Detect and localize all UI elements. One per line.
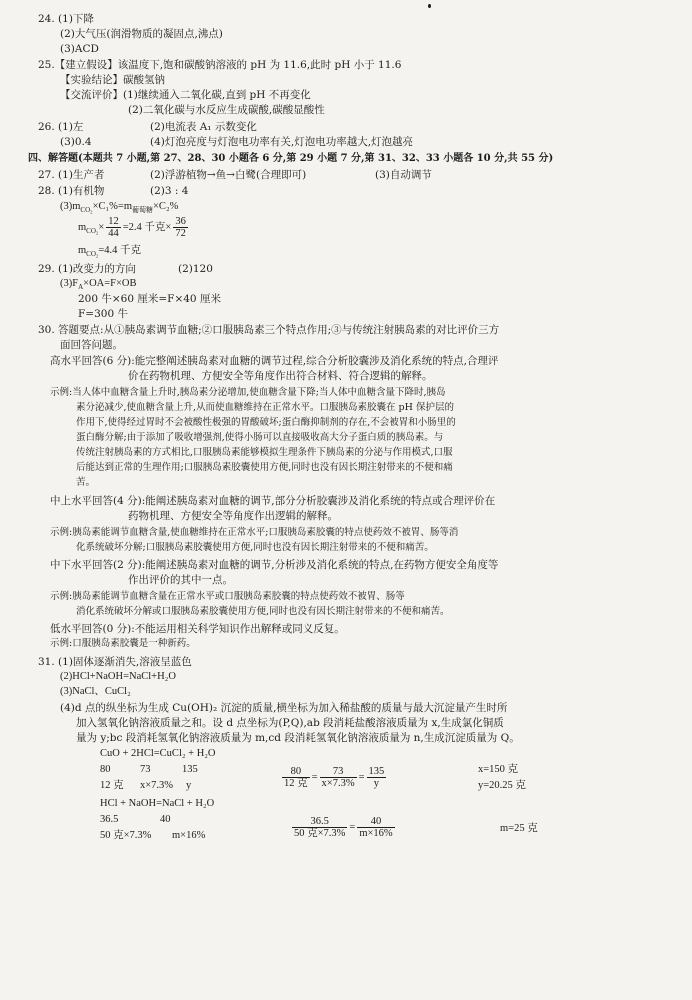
q28-line-2 bbox=[60, 200, 178, 217]
q28-l3-m: m bbox=[78, 222, 87, 233]
q31-row3-a: 36.5 bbox=[100, 814, 119, 825]
q30-example-4: 蛋白酶分解;由于添加了吸收增强剂,使得小肠可以直接吸收高大分子蛋白质的胰岛素。与 bbox=[76, 432, 444, 443]
q31-row4-b: m×16% bbox=[172, 830, 206, 841]
q31-row3-b: 40 bbox=[160, 814, 171, 825]
q29-f: (3)F bbox=[60, 278, 79, 289]
q30-mid-low-example-1: 示例:胰岛素能调节血糖含量在正常水平或口服胰岛素胶囊的特点使药效不被胃、肠等 bbox=[50, 591, 405, 602]
q26-line-2a: (3)0.4 bbox=[60, 136, 92, 148]
q28-l4-sub: CO₂ bbox=[86, 250, 99, 259]
q31-line-5: 加入氢氧化钠溶液质量之和。设 d 点坐标为(P,Q),ab 段消耗盐酸溶液质量为 x,生成氯化铜质 bbox=[76, 717, 504, 729]
q31-line-6: 量为 y;bc 段消耗氢氧化钠溶液质量为 m,cd 段消耗氢氧化钠溶液质量为 n,生成沉淀质量为 Q。 bbox=[76, 732, 520, 744]
q31-line-4: (4)d 点的纵坐标为生成 Cu(OH)₂ 沉淀的质量,横坐标为加入稀盐酸的质量与最大沉淀量产生时所 bbox=[60, 702, 508, 714]
q27-part-3: (3)自动调节 bbox=[375, 169, 432, 181]
q30-high-1: 高水平回答(6 分):能完整阐述胰岛素对血糖的调节过程,综合分析胶囊涉及消化系统的特点,合理评 bbox=[50, 355, 499, 367]
q28-l3-mid: =2.4 千克× bbox=[122, 222, 172, 233]
q31-row1-a: 80 bbox=[100, 764, 111, 775]
q31-answer-m: m=25 克 bbox=[500, 823, 538, 834]
q30-example-6: 后能达到正常的生理作用;口服胰岛素胶囊使用方便,同时也没有因长期注射带来的不便和痛 bbox=[76, 462, 453, 473]
q30-mid-high-example-2: 化系统破坏分解;口服胰岛素胶囊使用方便,同时也没有因长期注射带来的不便和痛苦。 bbox=[76, 542, 434, 553]
q28-fraction-36-72: $\frac{36}{72}$ bbox=[175, 216, 186, 240]
q30-mid-low-example-2: 消化系统破坏分解或口服胰岛素胶囊使用方便,同时也没有因长期注射带来的不便和痛苦。 bbox=[76, 606, 450, 617]
q30-mid-low-2: 作出评价的其中一点。 bbox=[128, 574, 233, 586]
q31-proportion-2: $\frac{36.5}{\text{50 克×7.3\%}}$ = $\frac{40}{m\times 16\%}$ bbox=[294, 816, 393, 840]
section-4-heading: 四、解答题(本题共 7 小题,第 27、28、30 小题各 6 分,第 29 小题 7 分,第 31、32、33 小题各 10 分,共 55 分) bbox=[28, 153, 554, 164]
q30-high-2: 价在药物机理、方便安全等角度作出符合材料、符合逻辑的解释。 bbox=[128, 370, 433, 382]
q31-equation-1: CuO + 2HCl=CuCl₂ + H₂O bbox=[100, 748, 216, 759]
ink-dot bbox=[428, 4, 431, 8]
q28-sub-co2: CO₂ bbox=[80, 206, 93, 215]
q28-line-1: 28. (1)有机物 bbox=[38, 185, 105, 197]
q28-mid: ×C₁%=m bbox=[92, 201, 133, 212]
q26-line-1a: 26. (1)左 bbox=[38, 121, 84, 133]
q27-part-1: 27. (1)生产者 bbox=[38, 169, 105, 181]
q30-line-1: 30. 答题要点:从①胰岛素调节血糖;②口服胰岛素三个特点作用;③与传统注射胰岛素的对比评价三方 bbox=[38, 324, 500, 336]
q24-line-3: (3)ACD bbox=[60, 43, 99, 55]
q31-row2-c: y bbox=[186, 780, 192, 791]
q31-proportion-1: $\frac{80}{\text{12 克}}$ = $\frac{73}{x\times 7.3\%}$ = $\frac{135}{y}$ bbox=[284, 766, 385, 790]
q28-sub-glucose: 葡萄糖 bbox=[132, 206, 154, 215]
q30-example-2: 素分泌减少,使血糖含量上升,从而使血糖维持在正常水平。口服胰岛素胶囊在 pH 保护层的 bbox=[76, 402, 454, 413]
q30-mid-high-2: 药物机理、方便安全等角度作出逻辑的解释。 bbox=[128, 510, 338, 522]
q24-line-2: (2)大气压(润滑物质的凝固点,沸点) bbox=[60, 28, 223, 40]
q30-low-1: 低水平回答(0 分):不能运用相关科学知识作出解释或同义反复。 bbox=[50, 623, 345, 635]
q29-sub-a: A bbox=[78, 283, 84, 292]
q31-fraction-73: $\frac{73}{x\times 7.3\%}$ bbox=[321, 766, 355, 790]
q26-line-1b: (2)电流表 A₁ 示数变化 bbox=[150, 121, 257, 133]
q31-fraction-80: $\frac{80}{\text{12 克}}$ bbox=[284, 766, 308, 790]
q30-mid-low-1: 中下水平回答(2 分):能阐述胰岛素对血糖的调节,分析涉及消化系统的特点,在药物方便安全角度等 bbox=[50, 559, 499, 571]
q28-m-symbol: (3)m bbox=[60, 201, 81, 212]
q31-row1-c: 135 bbox=[182, 764, 198, 775]
q25-line-2: 【实验结论】碳酸氢钠 bbox=[60, 74, 165, 86]
q28-line-1b: (2)3 : 4 bbox=[150, 185, 189, 197]
q31-line-1: 31. (1)固体逐渐消失,溶液呈蓝色 bbox=[38, 656, 192, 668]
q31-row1-b: 73 bbox=[140, 764, 151, 775]
q24-line-1: 24. (1)下降 bbox=[38, 13, 94, 25]
q31-row2-a: 12 克 bbox=[100, 780, 124, 791]
q30-mid-high-example-1: 示例:胰岛素能调节血糖含量,使血糖维持在正常水平;口服胰岛素胶囊的特点使药效不被胃、肠等消 bbox=[50, 527, 459, 538]
q25-line-4: (2)二氧化碳与水反应生成碳酸,碳酸显酸性 bbox=[128, 104, 325, 116]
q30-example-3: 作用下,使得经过胃时不会被酸性极强的胃酸破坏;蛋白酶抑制剂的存在,不会被胃和小肠里的 bbox=[76, 417, 456, 428]
q28-l3-sub: CO₂ bbox=[86, 227, 99, 236]
q30-mid-high-1: 中上水平回答(4 分):能阐述胰岛素对血糖的调节,部分分析胶囊涉及消化系统的特点或合理评价在 bbox=[50, 495, 496, 507]
q26-line-2b: (4)灯泡亮度与灯泡电功率有关,灯泡电功率越大,灯泡越亮 bbox=[150, 136, 414, 148]
q28-line-3 bbox=[78, 216, 190, 243]
q31-line-2: (2)HCl+NaOH=NaCl+H₂O bbox=[60, 671, 176, 682]
q27-part-2: (2)浮游植物→鱼→白鹭(合理即可) bbox=[150, 169, 307, 181]
q30-line-2: 面回答问题。 bbox=[60, 339, 123, 351]
q29-line-1b: (2)120 bbox=[178, 263, 213, 275]
q28-l4-end: =4.4 千克 bbox=[98, 245, 142, 256]
q31-row4-a: 50 克×7.3% bbox=[100, 830, 152, 841]
q30-example-5: 传统注射胰岛素的方式相比,口服胰岛素能够模拟生理条件下胰岛素的分泌与作用模式,口服 bbox=[76, 447, 453, 458]
q31-answer-x: x=150 克 bbox=[478, 764, 519, 775]
q29-line-3: 200 牛×60 厘米=F×40 厘米 bbox=[78, 293, 221, 305]
q28-l4-m: m bbox=[78, 245, 87, 256]
q31-equation-2: HCl + NaOH=NaCl + H₂O bbox=[100, 798, 215, 809]
q28-fraction-12-44: $\frac{12}{44}$ bbox=[108, 216, 119, 240]
q31-row2-b: x×7.3% bbox=[140, 780, 174, 791]
q30-low-example: 示例:口服胰岛素胶囊是一种新药。 bbox=[50, 638, 196, 649]
q30-example-1: 示例:当人体中血糖含量上升时,胰岛素分泌增加,使血糖含量下降;当人体中血糖含量下降时,胰岛 bbox=[50, 387, 446, 398]
q31-fraction-40: $\frac{40}{m\times 16\%}$ bbox=[359, 816, 393, 840]
q28-l3-times: × bbox=[98, 222, 105, 233]
q29-end: ×OA=F×OB bbox=[83, 278, 137, 289]
q29-line-1a: 29. (1)改变力的方向 bbox=[38, 263, 136, 275]
q31-line-3: (3)NaCl、CuCl₂ bbox=[60, 686, 131, 697]
q28-end: ×C₂% bbox=[153, 201, 179, 212]
q28-line-4 bbox=[78, 244, 141, 261]
q25-line-1: 25.【建立假设】该温度下,饱和碳酸钠溶液的 pH 为 11.6,此时 pH 小于 11.6 bbox=[38, 59, 402, 71]
q30-example-7: 苦。 bbox=[76, 477, 96, 488]
q31-answer-y: y=20.25 克 bbox=[478, 780, 526, 791]
q31-fraction-135: $\frac{135}{y}$ bbox=[368, 766, 385, 790]
q31-fraction-36-5: $\frac{36.5}{\text{50 克×7.3\%}}$ bbox=[294, 816, 346, 840]
q29-line-4: F=300 牛 bbox=[78, 308, 128, 320]
q25-line-3: 【交流评价】(1)继续通入二氧化碳,直到 pH 不再变化 bbox=[60, 89, 311, 101]
